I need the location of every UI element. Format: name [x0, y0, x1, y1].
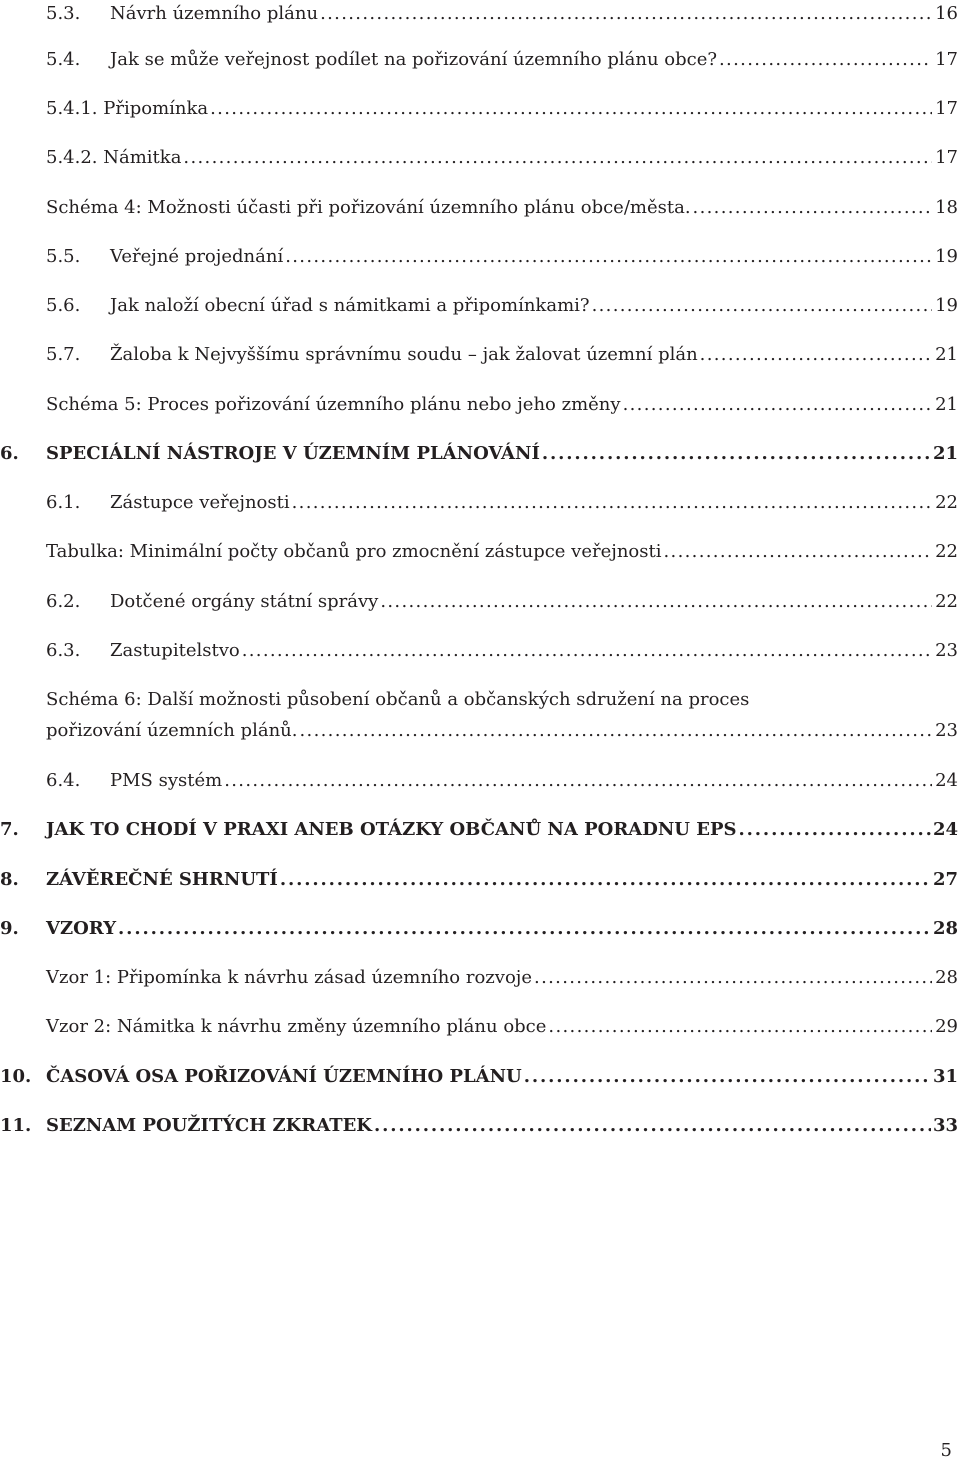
toc-entry-title: SPECIÁLNÍ NÁSTROJE V ÚZEMNÍM PLÁNOVÁNÍ: [46, 443, 540, 464]
toc-entry-title: Schéma 4: Možnosti účasti při pořizování územního plánu obce/města.: [46, 197, 691, 218]
toc-entry-number: 11.: [0, 1115, 32, 1136]
dot-leader: [739, 818, 931, 842]
dot-leader: [592, 294, 932, 318]
toc-entry-number: 10.: [0, 1066, 32, 1087]
toc-entry-page: 29: [935, 1016, 958, 1037]
toc-entry-number: 6.: [0, 443, 19, 464]
dot-leader: [534, 966, 932, 990]
toc-entry-title: Vzor 1: Připomínka k návrhu zásad územního rozvoje: [46, 967, 533, 988]
toc-entry[interactable]: [46, 245, 958, 269]
toc-entry-number: 6.2.: [46, 591, 81, 612]
toc-entry-page: 18: [935, 197, 958, 218]
dot-leader: [380, 590, 932, 614]
toc-entry[interactable]: [46, 688, 958, 743]
toc-entry[interactable]: [46, 48, 958, 72]
toc-entry-title: 5.4.1. Připomínka: [46, 98, 209, 119]
dot-leader: [719, 48, 932, 72]
toc-entry-title: Zastupitelstvo: [110, 640, 240, 661]
toc-entry-page: 33: [932, 1115, 958, 1136]
toc-entry-number: 5.4.: [46, 49, 81, 70]
toc-entry-title: Jak se může veřejnost podílet na pořizování územního plánu obce?: [110, 49, 718, 70]
toc-entry-title: JAK TO CHODÍ V PRAXI ANEB OTÁZKY OBČANŮ NA PORADNU EPS: [46, 819, 737, 840]
toc-entry[interactable]: [46, 966, 958, 990]
toc-entry-page: 16: [935, 3, 958, 24]
toc-entry-title: Návrh územního plánu: [110, 3, 319, 24]
toc-entry-number: 7.: [0, 819, 19, 840]
toc-entry-page: 28: [932, 918, 958, 939]
toc-entry-number: 5.7.: [46, 344, 81, 365]
toc-entry-title: Schéma 5: Proces pořizování územního plánu nebo jeho změny: [46, 394, 621, 415]
toc-entry-title: PMS systém: [110, 770, 223, 791]
toc-entry-page: 24: [935, 770, 958, 791]
dot-leader: [292, 491, 932, 515]
toc-entry[interactable]: [46, 2, 958, 26]
dot-leader: [664, 540, 933, 564]
dot-leader: [224, 769, 932, 793]
dot-leader: [374, 1114, 931, 1138]
toc-entry-title: Vzor 2: Námitka k návrhu změny územního plánu obce: [46, 1016, 547, 1037]
dot-leader: [210, 97, 932, 121]
toc-chapter-entry[interactable]: [0, 868, 958, 892]
toc-entry[interactable]: [46, 639, 958, 663]
dot-leader: [242, 639, 932, 663]
toc-entry-page: 21: [935, 394, 958, 415]
toc-entry-title: ČASOVÁ OSA POŘIZOVÁNÍ ÚZEMNÍHO PLÁNU: [46, 1066, 522, 1087]
toc-entry-page: 23: [935, 720, 958, 741]
toc-entry-page: 27: [932, 869, 958, 890]
toc-entry-title: Žaloba k Nejvyššímu správnímu soudu – jak žalovat územní plán: [110, 344, 698, 365]
toc-entry-page: 31: [932, 1066, 958, 1087]
toc-entry-page: 21: [932, 443, 958, 464]
toc-entry[interactable]: [46, 146, 958, 170]
toc-entry-title: SEZNAM POUŽITÝCH ZKRATEK: [46, 1115, 372, 1136]
dot-leader: [118, 917, 931, 941]
toc-entry[interactable]: [46, 540, 958, 564]
toc-entry-number: 5.6.: [46, 295, 81, 316]
toc-entry[interactable]: [46, 1015, 958, 1039]
dot-leader: [524, 1065, 931, 1089]
toc-entry-number: 6.1.: [46, 492, 81, 513]
toc-entry-title: Zástupce veřejnosti: [110, 492, 290, 513]
dot-leader: [623, 393, 932, 417]
toc-entry-number: 8.: [0, 869, 19, 890]
toc-entry[interactable]: [46, 343, 958, 367]
toc-entry-title: 5.4.2. Námitka: [46, 147, 182, 168]
dot-leader: [693, 196, 932, 220]
toc-entry-page: 19: [935, 295, 958, 316]
toc-entry-page: 22: [935, 541, 958, 562]
toc-entry-title: VZORY: [46, 918, 117, 939]
toc-entry-title: ZÁVĚREČNÉ SHRNUTÍ: [46, 869, 278, 890]
toc-entry-title: Veřejné projednání: [110, 246, 284, 267]
toc-entry-page: 22: [935, 591, 958, 612]
toc-entry-number: 9.: [0, 918, 19, 939]
dot-leader: [285, 245, 932, 269]
toc-entry-title: Dotčené orgány státní správy: [110, 591, 379, 612]
toc-entry[interactable]: [46, 97, 958, 121]
toc-entry[interactable]: [46, 491, 958, 515]
toc-entry-title: pořizování územních plánů.: [46, 720, 298, 741]
toc-entry[interactable]: [46, 196, 958, 220]
dot-leader: [320, 2, 932, 26]
page-number: 5: [940, 1440, 952, 1461]
toc-entry-title: Tabulka: Minimální počty občanů pro zmocnění zástupce veřejnosti: [46, 541, 662, 562]
toc-chapter-entry[interactable]: [0, 442, 958, 466]
toc-entry-page: 21: [935, 344, 958, 365]
toc-entry-title-line1: Schéma 6: Další možnosti působení občanů a občanských sdružení na proces: [46, 689, 750, 710]
toc-chapter-entry[interactable]: [0, 1114, 958, 1138]
toc-entry-number: 6.4.: [46, 770, 81, 791]
toc-entry-page: 28: [935, 967, 958, 988]
toc-chapter-entry[interactable]: [0, 917, 958, 941]
toc-entry-page: 17: [935, 49, 958, 70]
dot-leader: [280, 868, 931, 892]
toc-entry-number: 6.3.: [46, 640, 81, 661]
toc-entry-page: 22: [935, 492, 958, 513]
toc-entry-number: 5.5.: [46, 246, 81, 267]
dot-leader: [700, 343, 932, 367]
toc-entry-title: Jak naloží obecní úřad s námitkami a připomínkami?: [110, 295, 590, 316]
toc-entry-number: 5.3.: [46, 3, 81, 24]
dot-leader: [542, 442, 931, 466]
toc-entry[interactable]: [46, 294, 958, 318]
dot-leader: [183, 146, 932, 170]
toc-entry-page: 17: [935, 147, 958, 168]
toc-entry[interactable]: [46, 769, 958, 793]
toc-entry-page: 24: [932, 819, 958, 840]
dot-leader: [548, 1015, 932, 1039]
dot-leader: [299, 719, 932, 743]
toc-chapter-entry[interactable]: [0, 1065, 958, 1089]
toc-entry[interactable]: [46, 393, 958, 417]
toc-entry[interactable]: [46, 590, 958, 614]
toc-entry-page: 23: [935, 640, 958, 661]
toc-entry-page: 19: [935, 246, 958, 267]
toc-entry-page: 17: [935, 98, 958, 119]
toc-chapter-entry[interactable]: [0, 818, 958, 842]
